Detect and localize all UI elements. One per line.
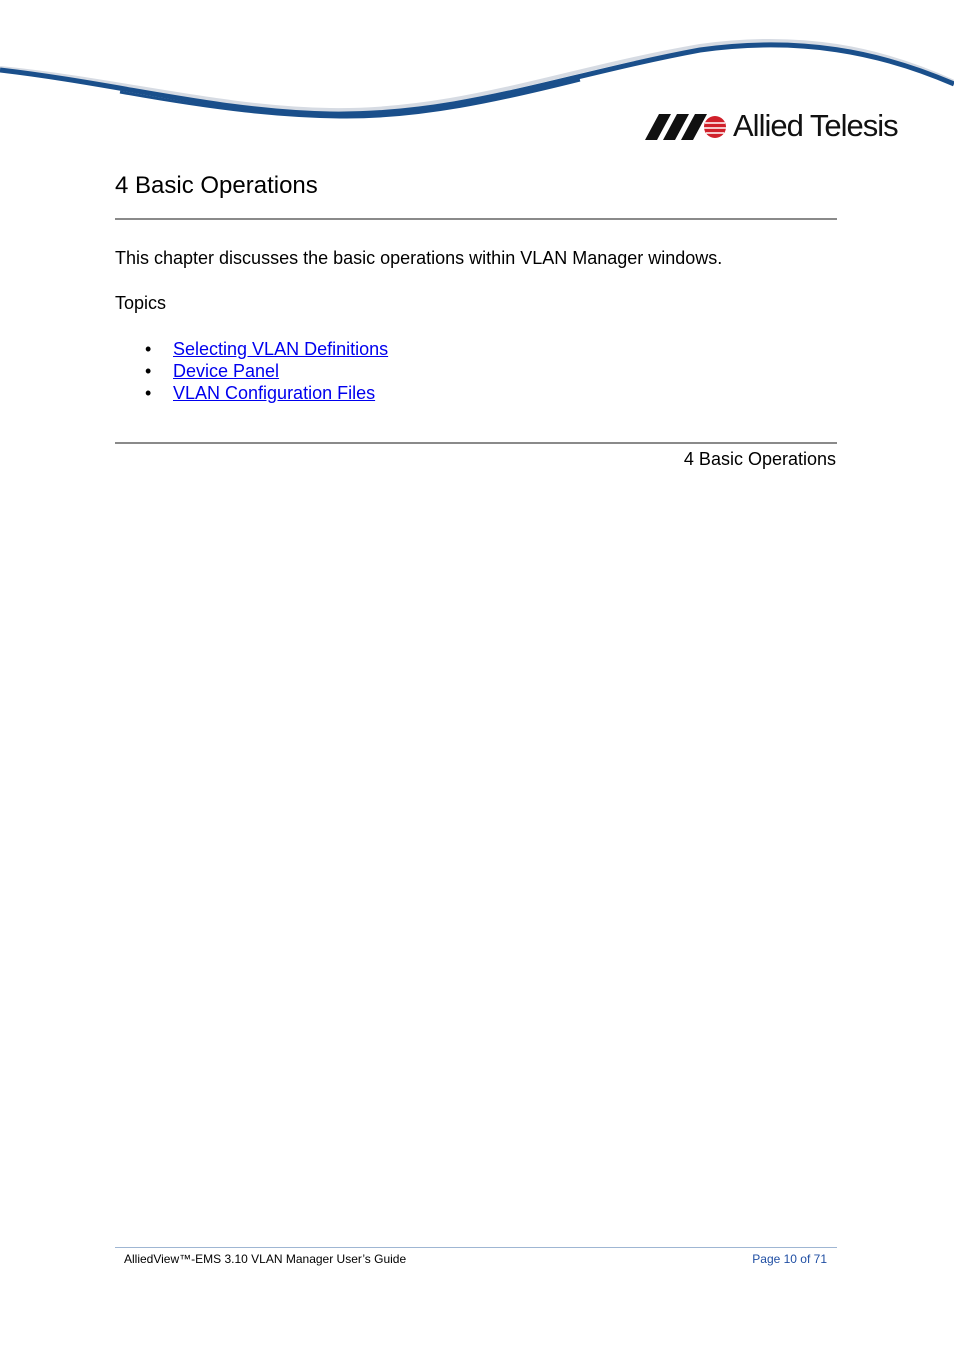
allied-telesis-logo <box>645 108 905 148</box>
section-divider <box>115 442 837 444</box>
topics-label: Topics <box>115 293 167 313</box>
bullet: • <box>145 361 152 381</box>
bullet: • <box>145 339 152 359</box>
chapter-intro: This chapter discusses the basic operations within VLAN Manager windows. <box>115 248 723 268</box>
logo-text: Allied Telesis <box>733 108 898 143</box>
chapter-title: 4 Basic Operations <box>115 172 318 199</box>
footer-guide-title: AlliedView™-EMS 3.10 VLAN Manager User’s Guide <box>124 1252 407 1266</box>
section-footer-label: 4 Basic Operations <box>683 449 836 469</box>
bullet: • <box>145 383 152 403</box>
link-selecting-vlan-definitions[interactable]: Selecting VLAN Definitions <box>173 339 389 359</box>
footer-divider <box>115 1247 837 1248</box>
allied-telesis-logo-mark-icon <box>645 114 727 140</box>
footer-page-number: Page 10 of 71 <box>752 1252 827 1266</box>
title-divider <box>115 218 837 220</box>
link-device-panel[interactable]: Device Panel <box>173 361 280 381</box>
link-vlan-configuration-files[interactable]: VLAN Configuration Files <box>173 383 376 403</box>
